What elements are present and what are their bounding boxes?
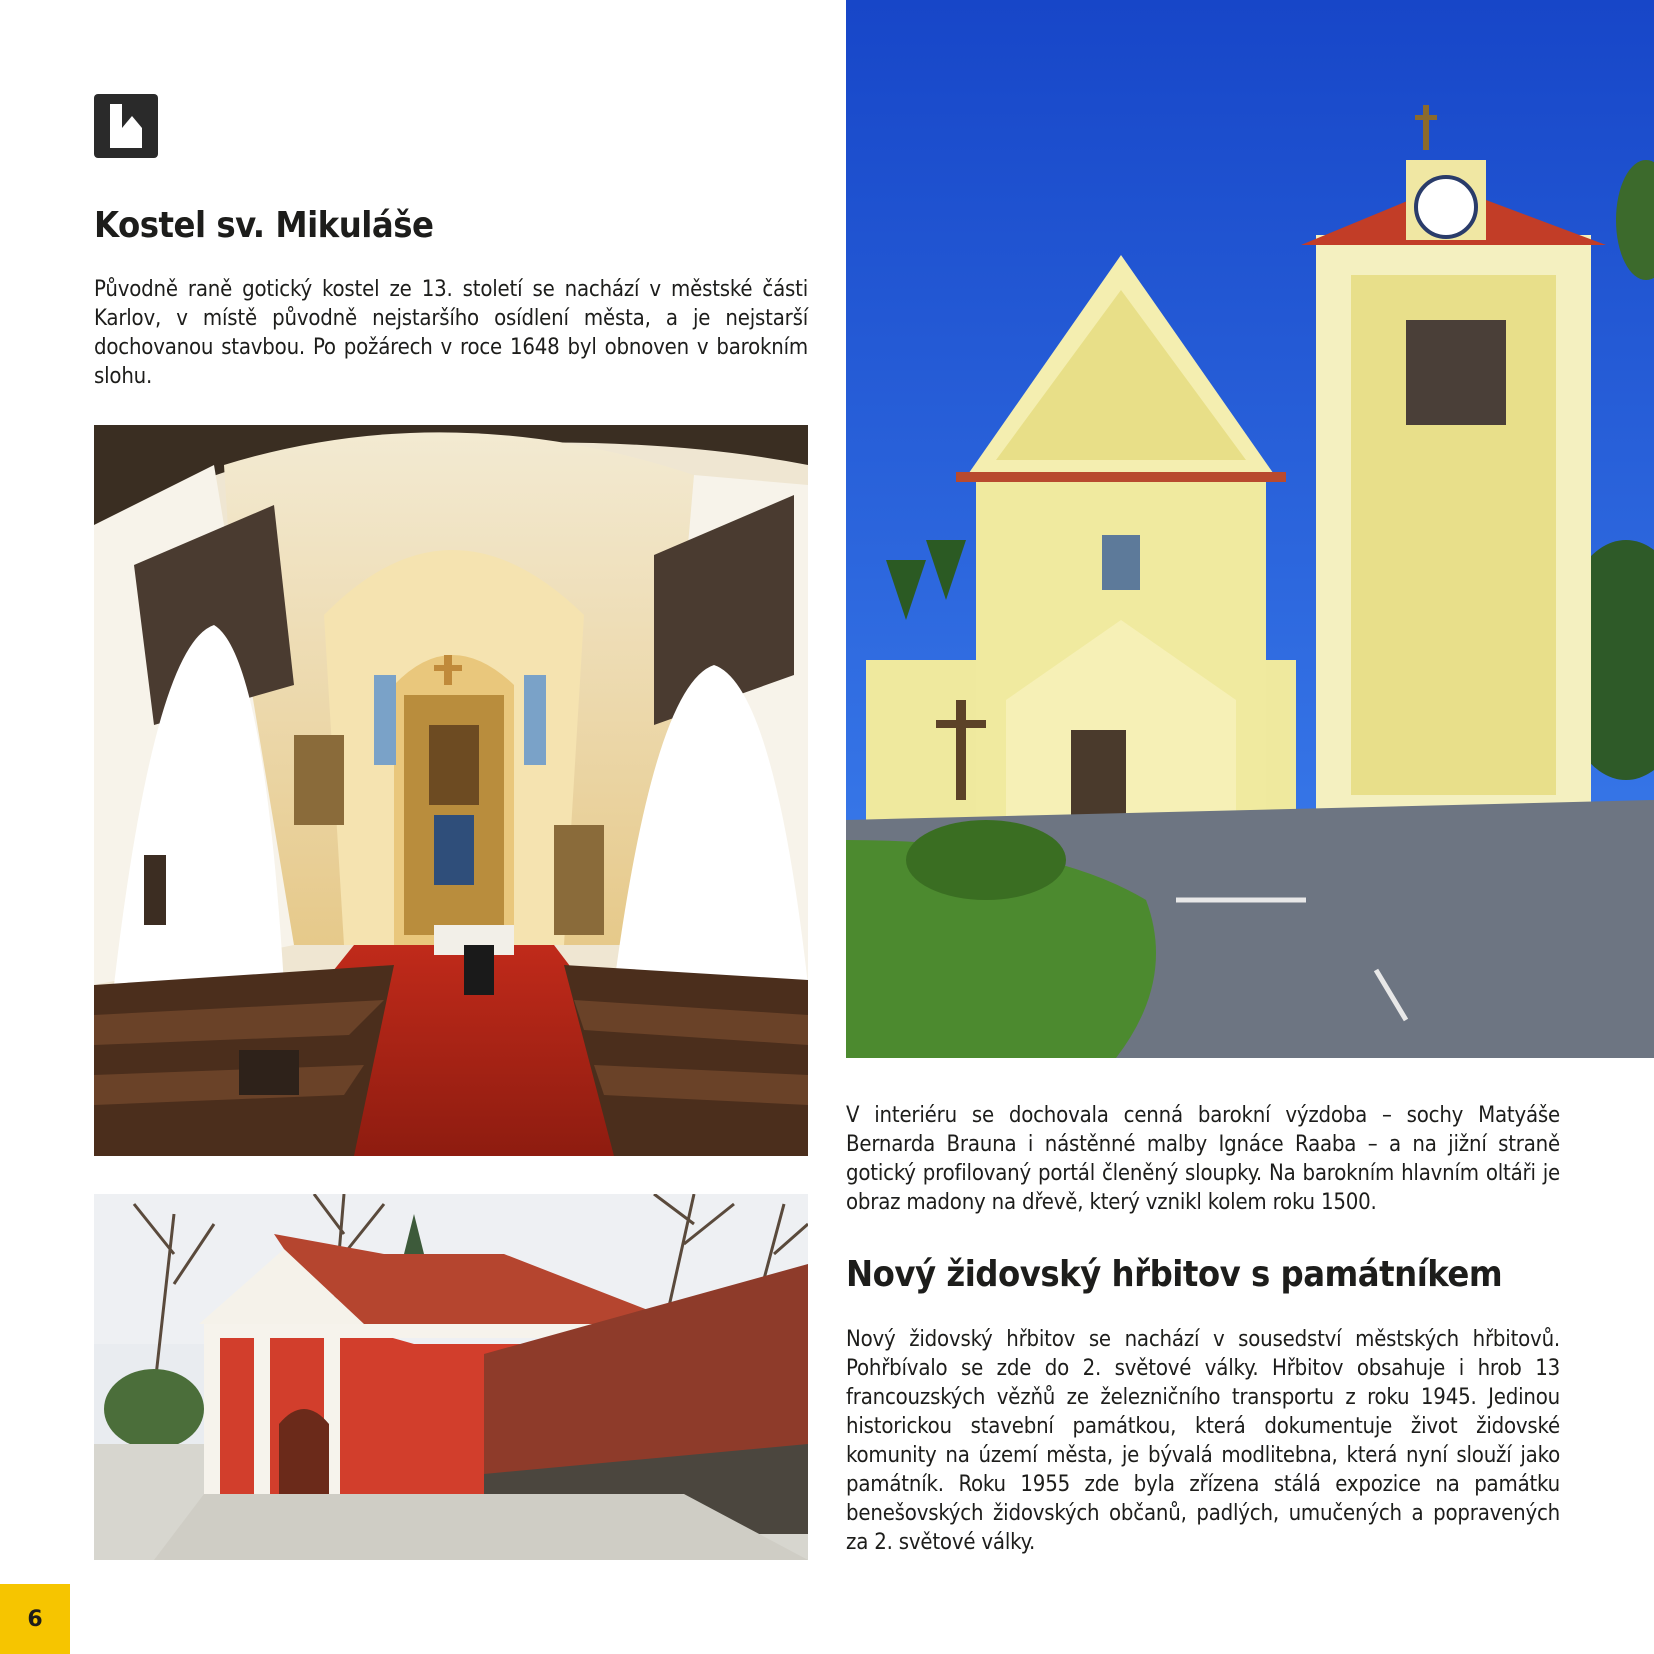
church-interior-photo [94,425,808,1156]
page-number: 6 [0,1584,70,1654]
church-interior-text: V interiéru se dochovala cenná barokní výzdoba – sochy Matyáše Bernarda Brauna i nástěnné malby Ignáce Raaba – a na jižní straně gotický profilovaný portál členěný sloupky. Na barokním hlavním oltáři je obraz madony na dřevě, který vznikl kolem roku 1500. [846,1103,1560,1215]
church-title: Kostel sv. Mikuláše [94,205,434,246]
memorial-building-photo [94,1194,808,1560]
cemetery-text: Nový židovský hřbitov se nachází v sousedství městských hřbitovů. Pohřbívalo se zde do 2. světové války. Hřbitov obsahuje i hrob 13 francouzských vězňů ze železničního transportu z roku 1945. Jedinou historickou stavební památkou, která dokumentuje život židovské komunity na území města, je bývalá modlitebna, která nyní slouží jako památník. Roku 1955 zde byla zřízena stálá expozice na památku benešovských židovských občanů, padlých, umučených a popravených za 2. světové války. [846,1327,1560,1555]
cemetery-title: Nový židovský hřbitov s památníkem [846,1254,1503,1295]
church-logo-icon [94,94,158,158]
church-exterior-photo [846,0,1654,1058]
church-intro-text: Původně raně gotický kostel ze 13. století se nachází v městské části Karlov, v místě původně nejstaršího osídlení města, a je nejstarší dochovanou stavbou. Po požárech v roce 1648 byl obnoven v barokním slohu. [94,277,808,389]
church-silhouette-icon [94,94,158,158]
